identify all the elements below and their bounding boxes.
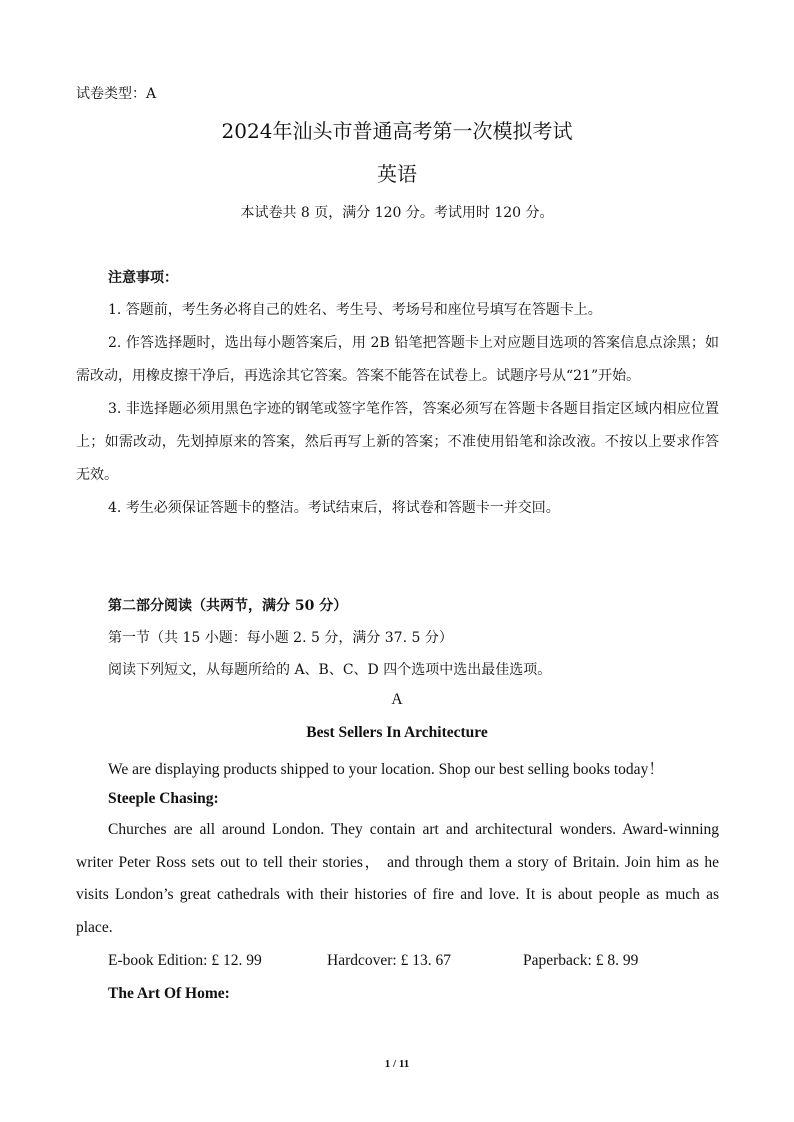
section-instruction: 阅读下列短文，从每题所给的 A、B、C、D 四个选项中选出最佳选项。 — [108, 662, 552, 678]
page-number: 1 / 11 — [384, 1058, 410, 1070]
passage-title: Best Sellers In Architecture — [306, 724, 488, 741]
book1-paperback-price: Paperback: £ 8. 99 — [523, 952, 639, 969]
book1-ebook-price: E-book Edition: £ 12. 99 — [108, 952, 262, 969]
book1-description: Churches are all around London. They contain art and architectural wonders. Award-winning writer Peter Ross sets out to tell their stories， and through them a story of Britain. Join him as he visits London’s great cathedrals with their histories of fire and love. It is about people as much as place. — [76, 821, 719, 936]
section-part1: 第一节（共 15 小题：每小题 2. 5 分，满分 37. 5 分） — [108, 630, 453, 646]
exam-title: 2024年汕头市普通高考第一次模拟考试 — [221, 119, 573, 143]
section-heading: 第二部分阅读（共两节，满分 50 分） — [108, 598, 348, 614]
notice-item-2: 2. 作答选择题时，选出每小题答案后，用 2B 铅笔把答题卡上对应题目选项的答案信息点涂黑；如需改动，用橡皮擦干净后，再选涂其它答案。答案不能答在试卷上。试题序号从“21”开始。 — [76, 335, 719, 384]
notice-item-4: 4. 考生必须保证答题卡的整洁。考试结束后，将试卷和答题卡一并交回。 — [108, 500, 560, 516]
notice-item-3: 3. 非选择题必须用黑色字迹的钢笔或签字笔作答，答案必须写在答题卡各题目指定区域内相应位置上；如需改动，先划掉原来的答案，然后再写上新的答案；不准使用铅笔和涂改液。不按以上要求作答无效。 — [76, 401, 719, 483]
subject-title: 英语 — [377, 162, 417, 186]
passage-intro: We are displaying products shipped to your location. Shop our best selling books today！ — [108, 761, 664, 778]
paper-type-label: 试卷类型：A — [76, 86, 157, 102]
exam-info: 本试卷共 8 页，满分 120 分。考试用时 120 分。 — [240, 205, 554, 221]
book2-title: The Art Of Home: — [108, 985, 230, 1002]
notice-list — [76, 294, 719, 525]
book1-hardcover-price: Hardcover: £ 13. 67 — [327, 952, 451, 969]
book1-description-block — [76, 814, 719, 944]
passage-letter: A — [391, 691, 403, 708]
notice-item-1: 1. 答题前，考生务必将自己的姓名、考生号、考场号和座位号填写在答题卡上。 — [108, 302, 602, 318]
book1-title: Steeple Chasing: — [108, 790, 219, 807]
notice-heading: 注意事项： — [108, 270, 178, 286]
